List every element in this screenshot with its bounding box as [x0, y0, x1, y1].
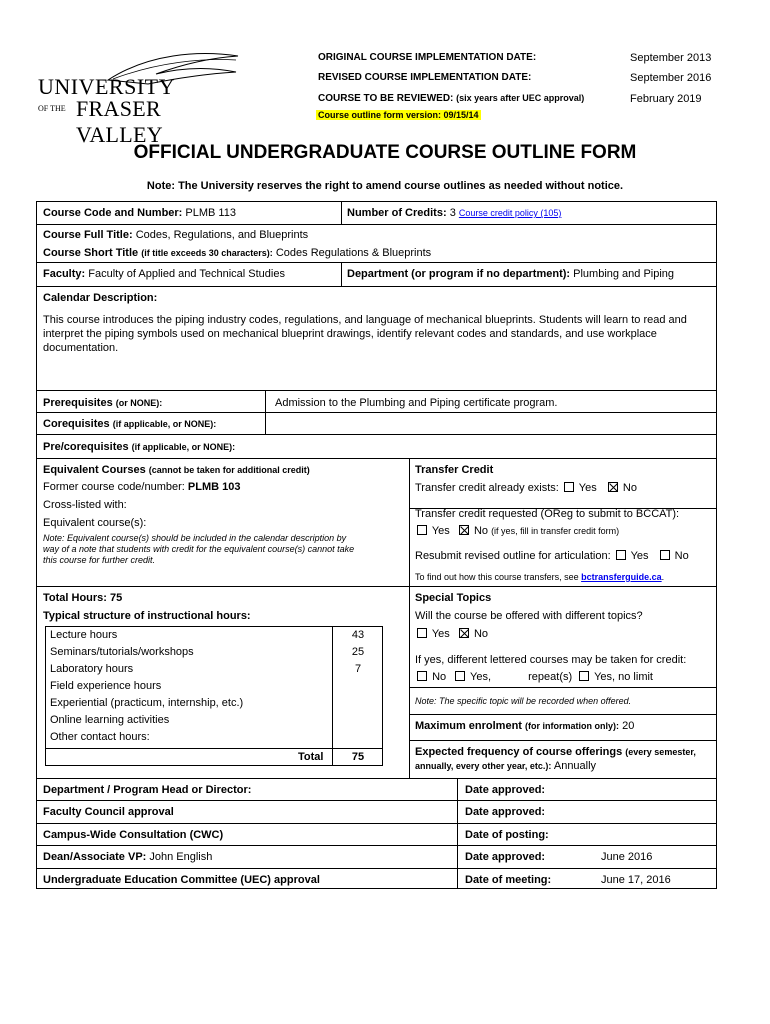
prereq-value: Admission to the Plumbing and Piping certificate program.	[275, 397, 558, 409]
full-title: Course Full Title: Codes, Regulations, and Blueprints	[43, 229, 309, 241]
hours-row-value: 25	[351, 646, 365, 658]
hours-total-label: Total	[298, 751, 324, 763]
hours-row-label: Experiential (practicum, internship, etc.)	[50, 697, 244, 709]
transfer-exists-no-checkbox[interactable]	[608, 482, 618, 492]
special-topics-label: Special Topics	[415, 592, 492, 604]
hours-total-value: 75	[351, 751, 365, 763]
review-date-value: February 2019	[630, 93, 702, 105]
calendar-line-1: This course introduces the piping industry codes, regulations, and language of mechanical blueprints. Students will learn to read and	[43, 314, 687, 326]
resubmit-yes-checkbox[interactable]	[616, 550, 626, 560]
cross-listed: Cross-listed with:	[43, 499, 127, 511]
transfer-requested-options: Yes No (if yes, fill in transfer credit form)	[415, 525, 619, 537]
university-logo	[38, 52, 248, 147]
prereq-label: Prerequisites (or NONE):	[43, 397, 163, 409]
approval-left: Dean/Associate VP: John English	[43, 851, 213, 863]
bctransferguide-link[interactable]: bctransferguide.ca	[581, 572, 662, 582]
no-limit-checkbox[interactable]	[579, 671, 589, 681]
hours-row-value: 43	[351, 629, 365, 641]
amend-note: Note: The University reserves the right to amend course outlines as needed without notice.	[146, 180, 624, 192]
transfer-guide: To find out how this course transfers, see bctransferguide.ca.	[415, 572, 665, 582]
calendar-line-2: interpret the piping symbols used on mechanical blueprint drawings, identify relevant codes and standards, and use workplace	[43, 328, 657, 340]
approval-right-label: Date of meeting:	[465, 874, 552, 886]
special-yes-checkbox[interactable]	[417, 628, 427, 638]
orig-date-label: ORIGINAL COURSE IMPLEMENTATION DATE:	[318, 52, 537, 63]
rev-date-value: September 2016	[630, 72, 712, 84]
hours-row-label: Online learning activities	[50, 714, 170, 726]
short-title: Course Short Title (if title exceeds 30 characters): Codes Regulations & Blueprints	[43, 247, 432, 259]
form-version: Course outline form version: 09/15/14	[318, 110, 479, 120]
hours-row-label: Other contact hours:	[50, 731, 150, 743]
department: Department (or program if no department): Plumbing and Piping	[347, 268, 675, 280]
equivalent-label: Equivalent Courses (cannot be taken for additional credit)	[43, 464, 310, 476]
former-course: Former course code/number: PLMB 103	[43, 481, 241, 493]
approval-right-value: June 2016	[601, 851, 653, 863]
approval-right-label: Date of posting:	[465, 829, 549, 841]
transfer-exists-yes-checkbox[interactable]	[564, 482, 574, 492]
coreq-label: Corequisites (if applicable, or NONE):	[43, 418, 217, 430]
approval-right-label: Date approved:	[465, 851, 546, 863]
total-hours: Total Hours: 75	[43, 592, 123, 604]
calendar-line-3: documentation.	[43, 342, 119, 354]
calendar-label: Calendar Description:	[43, 292, 158, 304]
approval-left: Undergraduate Education Committee (UEC) approval	[43, 874, 320, 886]
special-no-checkbox[interactable]	[459, 628, 469, 638]
faculty: Faculty: Faculty of Applied and Technical Studies	[43, 268, 285, 280]
resubmit-no-checkbox[interactable]	[660, 550, 670, 560]
transfer-req-yes-checkbox[interactable]	[417, 525, 427, 535]
approval-right-label: Date approved:	[465, 806, 546, 818]
approval-right-label: Date approved:	[465, 784, 546, 796]
special-options: Yes No	[415, 628, 488, 640]
course-outline-form	[36, 201, 717, 889]
credit-policy-link[interactable]: Course credit policy (105)	[458, 208, 562, 218]
resubmit-articulation: Resubmit revised outline for articulation: Yes No	[415, 550, 689, 562]
transfer-requested: Transfer credit requested (OReg to submit to BCCAT):	[415, 508, 680, 520]
approval-right-value: June 17, 2016	[601, 874, 671, 886]
course-code: Course Code and Number: PLMB 113	[43, 207, 236, 219]
lettered-no-checkbox[interactable]	[417, 671, 427, 681]
precoreq-label: Pre/corequisites (if applicable, or NONE):	[43, 441, 236, 453]
approval-left: Department / Program Head or Director:	[43, 784, 252, 796]
hours-row-label: Laboratory hours	[50, 663, 134, 675]
hours-row-label: Seminars/tutorials/workshops	[50, 646, 194, 658]
logo-university: UNIVERSITY	[38, 74, 175, 99]
lettered-options: No Yes, repeat(s) Yes, no limit	[415, 671, 653, 683]
approval-left: Campus-Wide Consultation (CWC)	[43, 829, 224, 841]
frequency-line-1: Expected frequency of course offerings (every semester,	[415, 746, 696, 758]
equiv-note-2: way of a note that students with credit for the equivalent course(s) cannot take	[43, 544, 355, 554]
special-note: Note: The specific topic will be recorded when offered.	[415, 696, 632, 706]
review-date-label: COURSE TO BE REVIEWED: (six years after UEC approval)	[318, 93, 585, 104]
transfer-exists: Transfer credit already exists: Yes No	[415, 482, 637, 494]
lettered-yes-checkbox[interactable]	[455, 671, 465, 681]
max-enrolment: Maximum enrolment (for information only): 20	[415, 720, 635, 732]
rev-date-label: REVISED COURSE IMPLEMENTATION DATE:	[318, 72, 532, 83]
equivalent-courses: Equivalent course(s):	[43, 517, 147, 529]
logo-of-the: OF THE	[38, 104, 66, 113]
orig-date-value: September 2013	[630, 52, 712, 64]
transfer-label: Transfer Credit	[415, 464, 494, 476]
lettered-courses: If yes, different lettered courses may be taken for credit:	[415, 654, 687, 666]
approval-left: Faculty Council approval	[43, 806, 174, 818]
equiv-note-3: this course for further credit.	[43, 555, 156, 565]
hours-table	[45, 626, 383, 766]
credits: Number of Credits: 3 Course credit policy (105)	[347, 207, 562, 219]
special-question: Will the course be offered with different topics?	[415, 610, 643, 622]
equiv-note-1: Note: Equivalent course(s) should be included in the calendar description by	[43, 533, 347, 543]
hours-row-label: Lecture hours	[50, 629, 118, 641]
page-title: OFFICIAL UNDERGRADUATE COURSE OUTLINE FORM	[133, 142, 637, 163]
hours-row-value: 7	[354, 663, 362, 675]
frequency-line-2: annually, every other year, etc.): Annually	[415, 760, 597, 772]
logo-fraser-valley: FRASER VALLEY	[76, 96, 163, 147]
hours-row-label: Field experience hours	[50, 680, 162, 692]
transfer-req-no-checkbox[interactable]	[459, 525, 469, 535]
structure-label: Typical structure of instructional hours:	[43, 610, 251, 622]
